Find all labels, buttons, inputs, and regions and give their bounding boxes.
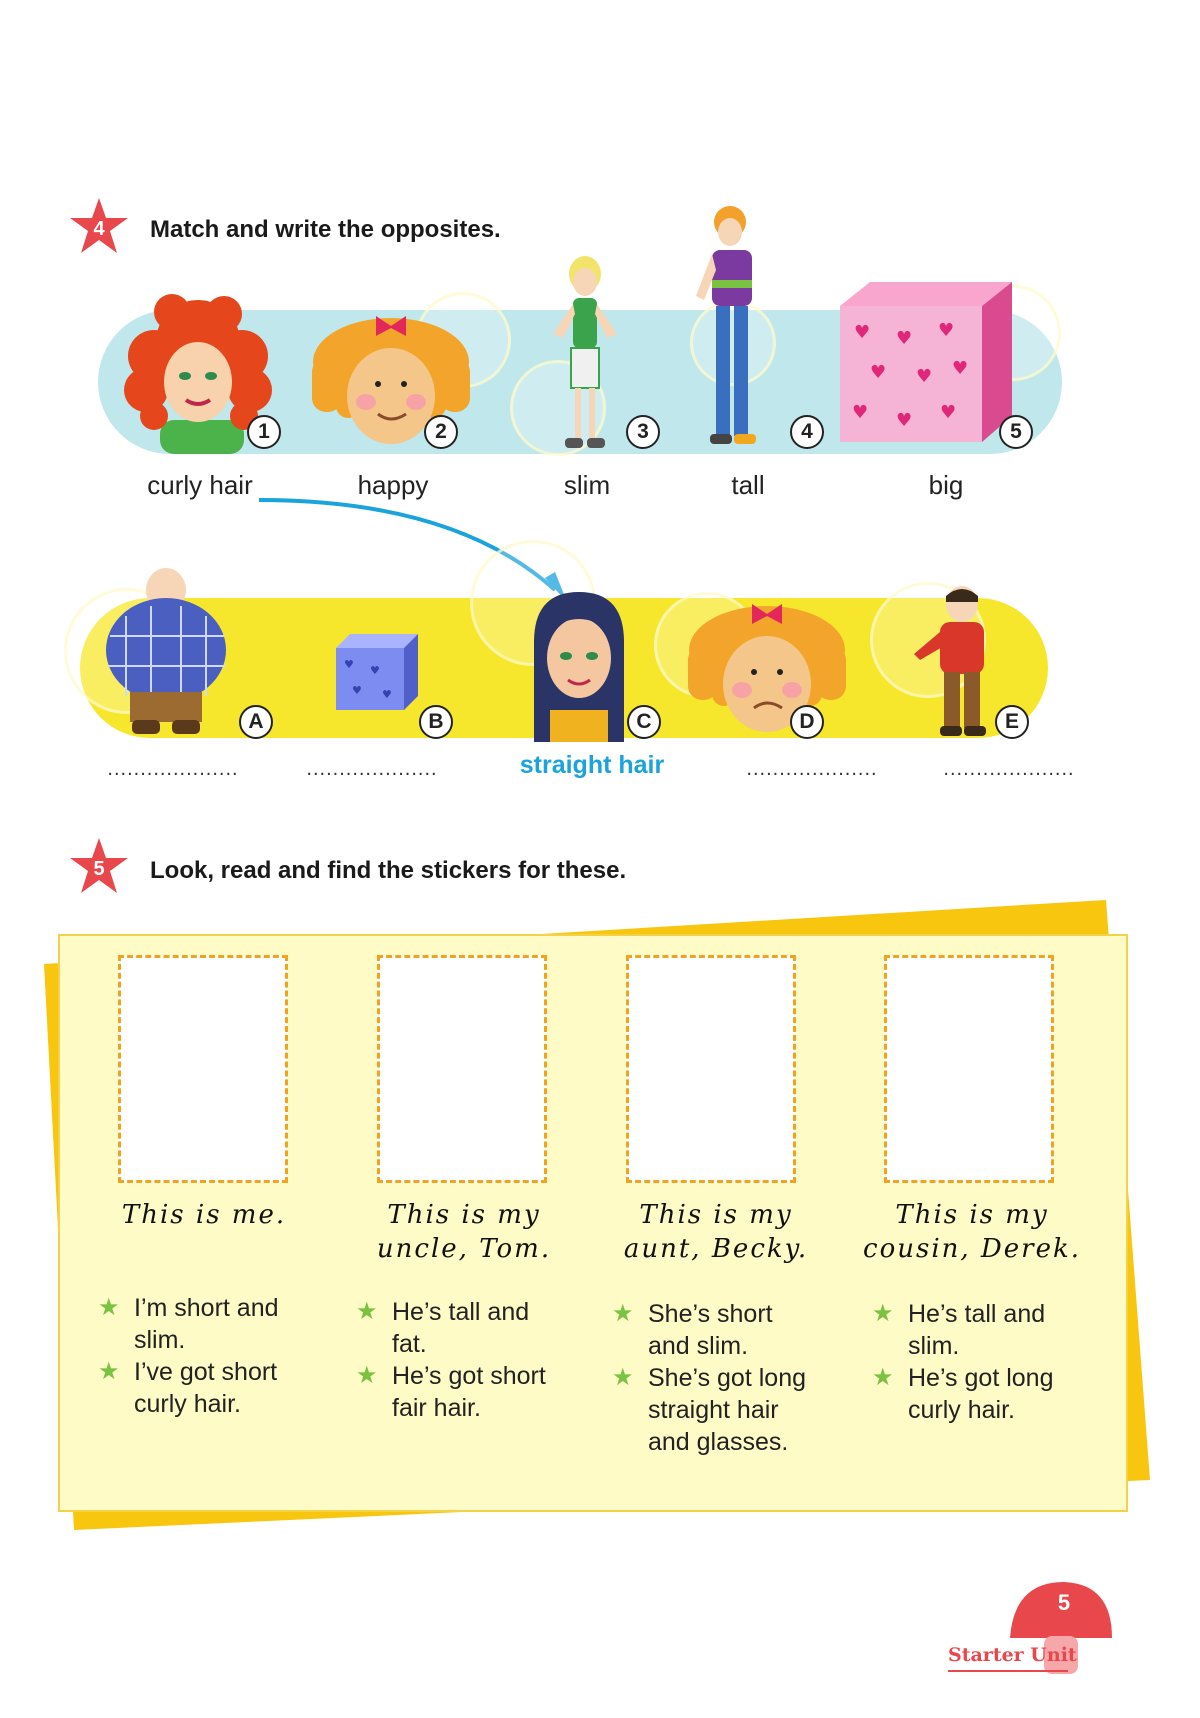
- clue-line: and glasses.: [648, 1428, 789, 1456]
- green-star-icon: ★: [872, 1300, 894, 1327]
- clue-3b: [612, 1362, 806, 1458]
- item-letter-a: A: [239, 705, 273, 739]
- clue-line: and slim.: [648, 1332, 749, 1360]
- slim-boy-picture: [535, 252, 635, 462]
- clue-line: She’s short: [648, 1300, 773, 1328]
- clue-2a: [356, 1296, 530, 1360]
- word-curly-hair: curly hair: [147, 470, 253, 500]
- sticker-slot-3[interactable]: [626, 955, 796, 1183]
- fat-man-picture: [96, 566, 246, 738]
- green-star-icon: ★: [98, 1294, 120, 1321]
- answer-blank-a[interactable]: ....................: [107, 758, 239, 780]
- caption-2: [354, 1198, 574, 1266]
- clue-line: fair hair.: [392, 1394, 481, 1422]
- svg-text:♥: ♥: [896, 328, 913, 349]
- clue-line: slim.: [134, 1326, 186, 1354]
- clue-line: slim.: [908, 1332, 960, 1360]
- item-number-4: 4: [790, 415, 824, 449]
- item-letter-c: C: [627, 705, 661, 739]
- caption-4: [862, 1198, 1082, 1266]
- svg-text:♥: ♥: [344, 658, 354, 671]
- clue-4b: [872, 1362, 1054, 1426]
- item-letter-e: E: [995, 705, 1029, 739]
- item-letter-d: D: [790, 705, 824, 739]
- answer-c-straight-hair: straight hair: [519, 751, 665, 779]
- item-number-3: 3: [626, 415, 660, 449]
- item-number-5: 5: [999, 415, 1033, 449]
- svg-text:♥: ♥: [854, 322, 871, 343]
- clue-1a: [98, 1292, 279, 1356]
- green-star-icon: ★: [612, 1364, 634, 1391]
- clue-4a: [872, 1298, 1046, 1362]
- exercise-number-badge: [68, 196, 138, 266]
- word-big: big: [928, 470, 964, 500]
- item-number-2: 2: [424, 415, 458, 449]
- word-slim: slim: [563, 470, 611, 500]
- sticker-slot-4[interactable]: [884, 955, 1054, 1183]
- word-tall: tall: [731, 470, 765, 500]
- caption-3: [606, 1198, 826, 1266]
- green-star-icon: ★: [872, 1364, 894, 1391]
- svg-text:♥: ♥: [952, 358, 969, 379]
- svg-text:♥: ♥: [916, 366, 933, 387]
- clue-line: curly hair.: [908, 1396, 1015, 1424]
- clue-line: fat.: [392, 1330, 427, 1358]
- clue-line: He’s tall and: [908, 1300, 1046, 1328]
- big-box-picture: [840, 282, 1012, 442]
- sad-face-picture: [672, 598, 862, 744]
- clue-line: She’s got long: [648, 1364, 806, 1392]
- svg-text:♥: ♥: [938, 320, 955, 341]
- small-box-picture: [336, 634, 418, 710]
- clue-3a: [612, 1298, 773, 1362]
- caption-line-1: This is my: [387, 1200, 541, 1230]
- caption-line-1: This is my: [895, 1200, 1049, 1230]
- caption-1: [94, 1198, 314, 1232]
- answer-blank-b[interactable]: ....................: [306, 758, 438, 780]
- caption-line-2: cousin, Derek.: [863, 1234, 1081, 1264]
- clue-line: straight hair: [648, 1396, 779, 1424]
- green-star-icon: ★: [98, 1358, 120, 1385]
- unit-label-underline: [948, 1670, 1068, 1672]
- item-letter-b: B: [419, 705, 453, 739]
- svg-text:♥: ♥: [352, 684, 362, 697]
- svg-text:♥: ♥: [852, 402, 869, 423]
- tall-boy-picture: [682, 200, 782, 460]
- green-star-icon: ★: [356, 1362, 378, 1389]
- exercise-number-badge: [68, 836, 138, 906]
- straight-hair-girl-picture: [520, 592, 638, 742]
- short-man-picture: [908, 584, 1004, 740]
- clue-2b: [356, 1360, 546, 1424]
- caption-line-1: This is my: [639, 1200, 793, 1230]
- caption-line-2: aunt, Becky.: [623, 1234, 809, 1264]
- svg-text:♥: ♥: [382, 688, 392, 701]
- clue-line: He’s tall and: [392, 1298, 530, 1326]
- svg-text:♥: ♥: [870, 362, 887, 383]
- clue-line: He’s got short: [392, 1362, 546, 1390]
- item-number-1: 1: [247, 415, 281, 449]
- exercise-number: 5: [93, 858, 105, 880]
- sticker-slot-1[interactable]: [118, 955, 288, 1183]
- answer-blank-e[interactable]: ....................: [943, 758, 1075, 780]
- word-happy: happy: [357, 470, 429, 500]
- clue-line: I’ve got short: [134, 1358, 278, 1386]
- svg-text:♥: ♥: [370, 664, 380, 677]
- page-number: 5: [1057, 1590, 1071, 1615]
- exercise-number: 4: [93, 218, 105, 240]
- caption-line-2: uncle, Tom.: [376, 1234, 552, 1264]
- clue-line: curly hair.: [134, 1390, 241, 1418]
- unit-label: Starter Unit: [948, 1644, 1077, 1666]
- green-star-icon: ★: [612, 1300, 634, 1327]
- happy-face-picture: [296, 310, 486, 460]
- exercise-instruction: Look, read and find the stickers for these.: [150, 857, 627, 884]
- sticker-slot-2[interactable]: [377, 955, 547, 1183]
- svg-text:♥: ♥: [940, 402, 957, 423]
- svg-text:♥: ♥: [896, 410, 913, 431]
- answer-blank-d[interactable]: ....................: [746, 758, 878, 780]
- clue-line: I’m short and: [134, 1294, 279, 1322]
- clue-1b: [98, 1356, 278, 1420]
- exercise-instruction: Match and write the opposites.: [150, 216, 501, 243]
- clue-line: He’s got long: [908, 1364, 1054, 1392]
- green-star-icon: ★: [356, 1298, 378, 1325]
- caption-line-1: This is me.: [121, 1200, 287, 1230]
